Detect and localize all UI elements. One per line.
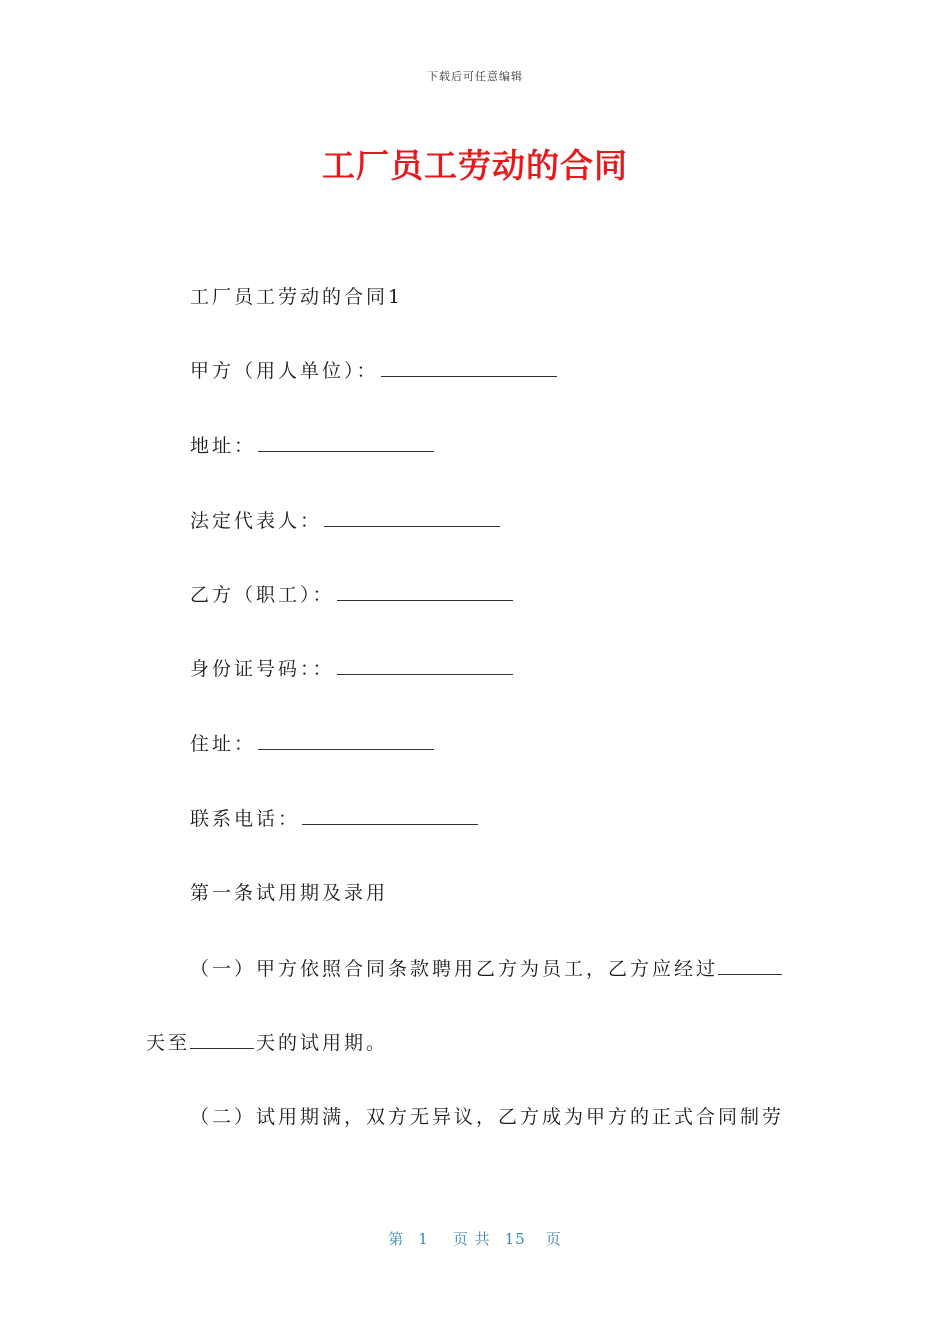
header-note: 下载后可任意编辑 (427, 70, 523, 83)
clause1-line1 (190, 956, 784, 982)
document-title: 工厂员工劳动的合同 (322, 146, 628, 185)
article1-title-text: 第一条试用期及录用 (190, 882, 389, 904)
clause2-part1: （二）试用期满，双方无异议，乙方成为甲方的正式合同制劳 (190, 1106, 785, 1128)
id-number-line (190, 656, 513, 682)
legal-rep-blank[interactable] (324, 508, 500, 527)
clause1-part1: （一）甲方依照合同条款聘用乙方为员工，乙方应经过 (190, 958, 719, 980)
legal-rep-line (190, 508, 500, 534)
party-b-label: 乙方（职工）： (190, 584, 335, 606)
clause1-part2-suffix: 天的试用期。 (256, 1032, 389, 1054)
residence-label: 住址： (190, 733, 257, 755)
phone-line (190, 806, 478, 832)
residence-blank[interactable] (258, 731, 434, 750)
residence-line (190, 731, 434, 757)
address-blank[interactable] (258, 433, 434, 452)
party-a-line (190, 358, 557, 384)
document-heading (190, 284, 403, 310)
footer-page-word: 第 (388, 1230, 405, 1248)
clause1-part2-prefix: 天至 (146, 1032, 191, 1054)
probation-max-blank[interactable] (190, 1030, 254, 1049)
article1-title (190, 880, 388, 906)
party-b-line (190, 582, 513, 608)
id-number-label: 身份证号码：： (190, 658, 335, 680)
legal-rep-label: 法定代表人： (190, 510, 323, 532)
heading-text: 工厂员工劳动的合同1 (190, 286, 404, 308)
address-line (190, 433, 434, 459)
clause1-line2 (146, 1030, 388, 1056)
party-b-blank[interactable] (337, 582, 513, 601)
id-number-blank[interactable] (337, 656, 513, 675)
phone-blank[interactable] (302, 806, 478, 825)
phone-label: 联系电话： (190, 808, 301, 830)
page-footer (0, 1228, 950, 1249)
party-a-label: 甲方（用人单位）： (190, 360, 379, 382)
footer-page-suffix: 页 (545, 1230, 562, 1248)
footer-total-pages: 15 (504, 1230, 526, 1248)
probation-min-blank[interactable] (718, 956, 782, 975)
party-a-blank[interactable] (381, 358, 557, 377)
footer-page-of: 页 共 (452, 1230, 491, 1248)
footer-page-number: 1 (418, 1230, 429, 1248)
address-label: 地址： (190, 435, 257, 457)
clause2-line1 (190, 1104, 784, 1130)
